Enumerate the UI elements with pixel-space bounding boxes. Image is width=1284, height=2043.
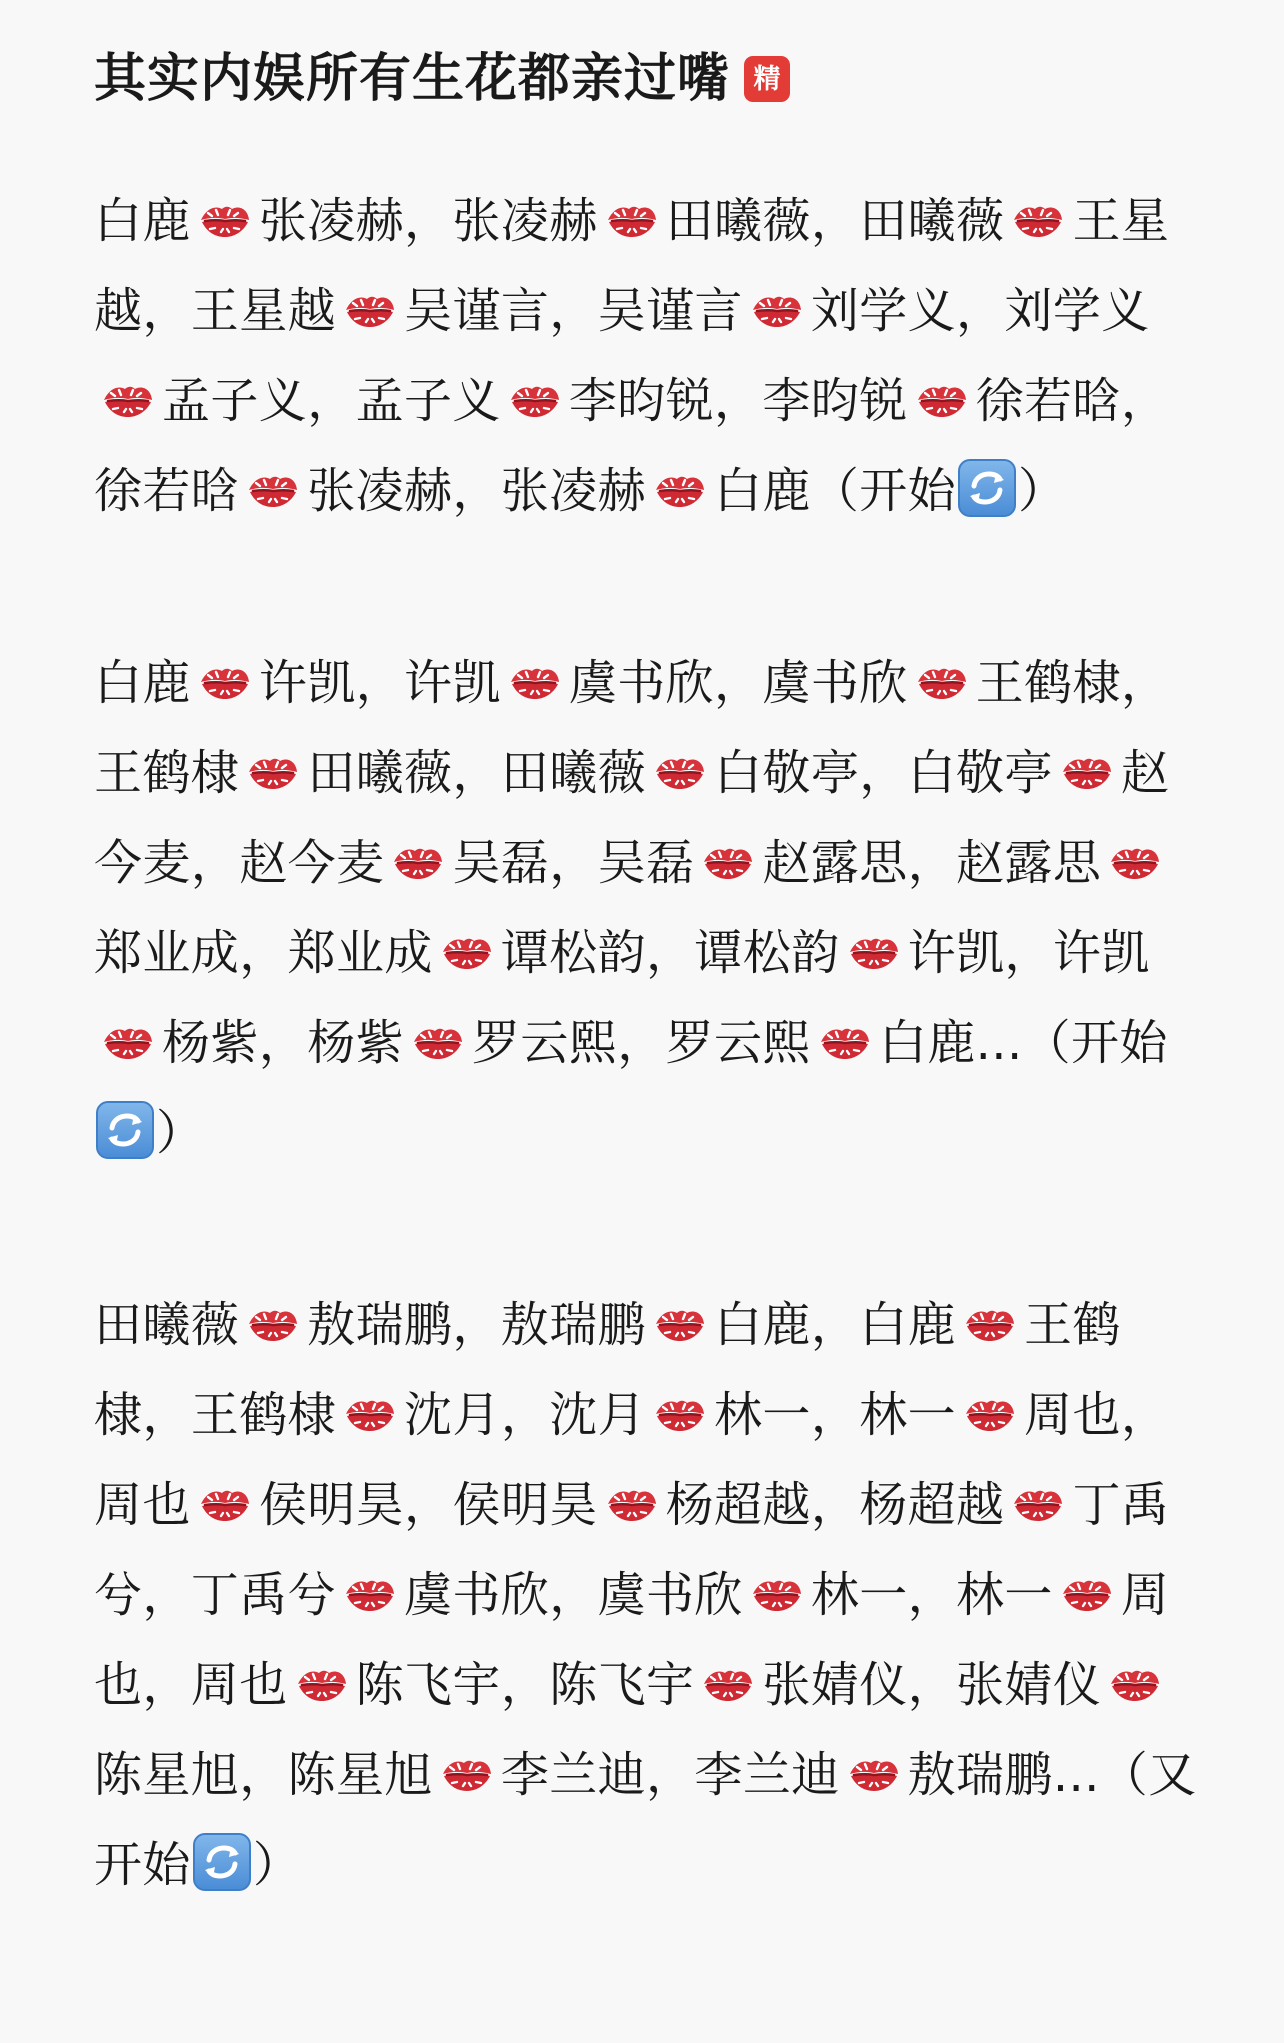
post-body: [94, 176, 1214, 1910]
kiss-mark-icon: [962, 1393, 1018, 1435]
name-segment: 陈星旭，陈星旭: [94, 1747, 433, 1804]
kiss-mark-icon: [749, 1573, 805, 1615]
repeat-arrows-icon: [958, 459, 1016, 517]
kiss-mark-icon: [410, 1021, 466, 1063]
repeat-arrows-icon: [96, 1101, 154, 1159]
kiss-mark-icon: [1107, 1663, 1163, 1705]
name-segment: 林一，林一: [810, 1567, 1053, 1624]
name-segment: 谭松韵，谭松韵: [500, 925, 840, 982]
kiss-mark-icon: [652, 1303, 708, 1345]
name-segment: 林一，林一: [714, 1387, 957, 1444]
kiss-mark-icon: [245, 751, 301, 793]
name-segment: 吴磊，吴磊: [452, 835, 695, 892]
name-segment: 刘学义，刘学义: [810, 283, 1150, 340]
kiss-mark-icon: [817, 1021, 873, 1063]
name-segment: 虞书欣，虞书欣: [404, 1567, 743, 1624]
name-segment: 周也，周也: [94, 1567, 1170, 1714]
kiss-mark-icon: [342, 1393, 398, 1435]
name-segment: 郑业成，郑业成: [94, 925, 433, 982]
repeat-arrows-icon: [193, 1833, 251, 1891]
name-segment: 王鹤棣，王鹤棣: [94, 655, 1170, 802]
kiss-mark-icon: [1010, 1483, 1066, 1525]
kiss-mark-icon: [749, 289, 805, 331]
kiss-mark-icon: [197, 199, 253, 241]
kiss-mark-icon: [652, 1393, 708, 1435]
kiss-mark-icon: [197, 1483, 253, 1525]
post-title: 其实内娱所有生花都亲过嘴: [94, 49, 731, 109]
post-header: [94, 48, 1214, 110]
name-segment: 孟子义，孟子义: [162, 373, 501, 430]
name-segment: 白敬亭，白敬亭: [714, 745, 1053, 802]
name-segment: 王星越，王星越: [94, 193, 1170, 340]
kiss-mark-icon: [652, 469, 708, 511]
name-segment: 田曦薇: [94, 1297, 240, 1354]
closing-parenthesis: ）: [252, 1837, 302, 1894]
name-segment: 许凯，许凯: [907, 925, 1150, 982]
kiss-mark-icon: [197, 661, 253, 703]
name-segment: 白鹿，白鹿: [714, 1297, 957, 1354]
post-paragraph: [94, 1280, 1214, 1910]
kiss-mark-icon: [100, 379, 156, 421]
name-segment: 白鹿...（开始: [878, 1015, 1168, 1072]
kiss-mark-icon: [439, 931, 495, 973]
name-segment: 敖瑞鹏...（又开始: [94, 1747, 1197, 1894]
name-segment: 敖瑞鹏，敖瑞鹏: [307, 1297, 647, 1354]
kiss-mark-icon: [342, 289, 398, 331]
kiss-mark-icon: [507, 379, 563, 421]
kiss-mark-icon: [245, 1303, 301, 1345]
closing-parenthesis: ）: [156, 1105, 205, 1162]
name-segment: 赵露思，赵露思: [762, 835, 1102, 892]
kiss-mark-icon: [700, 1663, 756, 1705]
name-segment: 杨紫，杨紫: [162, 1015, 405, 1072]
name-segment: 张凌赫，张凌赫: [258, 193, 598, 250]
kiss-mark-icon: [1059, 1573, 1115, 1615]
closing-parenthesis: ）: [1018, 463, 1067, 520]
kiss-mark-icon: [342, 1573, 398, 1615]
featured-badge: 精: [744, 56, 790, 102]
kiss-mark-icon: [700, 841, 756, 883]
name-segment: 白鹿: [94, 193, 191, 250]
kiss-mark-icon: [100, 1021, 156, 1063]
post-paragraph: [94, 638, 1214, 1178]
name-segment: 虞书欣，虞书欣: [568, 655, 908, 712]
name-segment: 田曦薇，田曦薇: [665, 193, 1005, 250]
kiss-mark-icon: [652, 751, 708, 793]
name-segment: 白鹿（开始: [714, 463, 957, 520]
name-segment: 罗云熙，罗云熙: [472, 1015, 811, 1072]
name-segment: 王鹤棣，王鹤棣: [94, 1297, 1121, 1444]
kiss-mark-icon: [294, 1663, 350, 1705]
kiss-mark-icon: [507, 661, 563, 703]
kiss-mark-icon: [245, 469, 301, 511]
kiss-mark-icon: [1059, 751, 1115, 793]
name-segment: 李兰迪，李兰迪: [500, 1747, 840, 1804]
kiss-mark-icon: [604, 199, 660, 241]
kiss-mark-icon: [1010, 199, 1066, 241]
name-segment: 杨超越，杨超越: [665, 1477, 1005, 1534]
name-segment: 陈飞宇，陈飞宇: [355, 1657, 695, 1714]
name-segment: 许凯，许凯: [258, 655, 501, 712]
name-segment: 李昀锐，李昀锐: [568, 373, 908, 430]
kiss-mark-icon: [914, 661, 970, 703]
name-segment: 赵今麦，赵今麦: [94, 745, 1170, 892]
name-segment: 侯明昊，侯明昊: [258, 1477, 598, 1534]
kiss-mark-icon: [846, 931, 902, 973]
kiss-mark-icon: [439, 1753, 495, 1795]
kiss-mark-icon: [390, 841, 446, 883]
kiss-mark-icon: [604, 1483, 660, 1525]
kiss-mark-icon: [962, 1303, 1018, 1345]
kiss-mark-icon: [1107, 841, 1163, 883]
name-segment: 张凌赫，张凌赫: [307, 463, 647, 520]
name-segment: 白鹿: [94, 655, 191, 712]
name-segment: 徐若晗，徐若晗: [94, 373, 1170, 520]
name-segment: 田曦薇，田曦薇: [307, 745, 647, 802]
kiss-mark-icon: [846, 1753, 902, 1795]
post-paragraph: [94, 176, 1214, 536]
name-segment: 张婧仪，张婧仪: [762, 1657, 1102, 1714]
kiss-mark-icon: [914, 379, 970, 421]
name-segment: 丁禹兮，丁禹兮: [94, 1477, 1170, 1624]
name-segment: 吴谨言，吴谨言: [404, 283, 743, 340]
name-segment: 沈月，沈月: [404, 1387, 647, 1444]
name-segment: 周也，周也: [94, 1387, 1170, 1534]
